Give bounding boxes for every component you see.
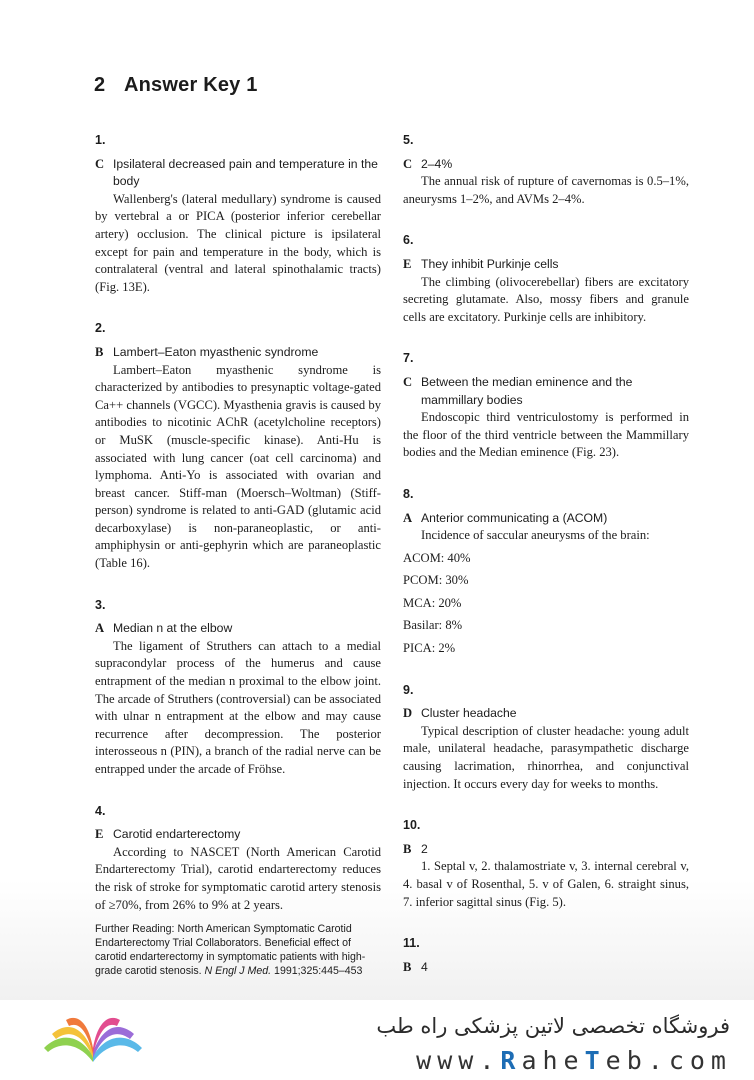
explanation: Typical description of cluster headache: young adult male, unilateral headache, parasympathetic discharge causing lacrimation, rhinorrhea, and conjunctival injection. It occurs every day for weeks to months. — [403, 723, 689, 791]
explanation: Lambert–Eaton myasthenic syndrome is characterized by antibodies to presynaptic voltage-gated Ca++ channels (VGCC). Myasthenia gravis is caused by antibodies to nicotinic AChR (acetylcholine receptors) or MuSK (muscle-specific kinase). Anti-Hu is associated with lung cancer (oat cell carcinoma) and lymphoma. Anti-Yo is associated with ovarian and breast cancer. Stiff-man (Moersch–Woltman) (Stiff-person) syndrome is related to anti-GAD (glutamic acid decarboxylase) is non-paraneoplastic, or anti-amphiphysin or anti-gephyrin which are paraneoplastic (Table 16). — [95, 362, 381, 571]
answer-line — [95, 620, 381, 638]
answer-line — [403, 959, 689, 977]
chapter-number: 2 — [94, 74, 106, 96]
question-number: 1. — [95, 133, 106, 147]
right-column — [403, 132, 689, 1000]
question-number: 4. — [95, 803, 106, 818]
answer-text: Carotid endarterectomy — [113, 827, 241, 842]
answer-line — [403, 841, 689, 859]
book-logo-icon — [38, 1012, 148, 1072]
answer-letter: E — [95, 827, 104, 842]
answer-text: 2 — [421, 841, 428, 856]
incidence-stat: PCOM: 30% — [403, 573, 469, 588]
question-8 — [403, 486, 689, 658]
question-6 — [403, 232, 689, 326]
answer-letter: B — [403, 841, 412, 856]
question-number: 10. — [403, 818, 421, 833]
answer-text: 4 — [421, 959, 428, 974]
answer-text: Anterior communicating a (ACOM) — [421, 510, 608, 525]
explanation: The ligament of Struthers can attach to a medial supracondylar process of the humerus and cause entrapment of the median n proximal to the elbow joint. The arcade of Struthers (controversial) can be associated with ulnar n entrapment at the elbow and may cause recurrence after decompression. The posterior interosseous n (PIN), a branch of the radial nerve can be entrapped under the arcade of Fröhse. — [95, 638, 381, 776]
question-number: 5. — [403, 133, 414, 147]
incidence-stat: ACOM: 40% — [403, 550, 471, 565]
explanation: Wallenberg's (lateral medullary) syndrome is caused by vertebral a or PICA (posterior inferior cerebellar artery) occlusion. The clinical picture is ipsilateral except for pain and temperature in the body, which is contralateral (ventral and lateral spinothalamic tracts) (Fig. 13E). — [95, 191, 381, 294]
answer-line — [403, 705, 689, 723]
answer-text: Ipsilateral decreased pain and temperature in the body — [113, 156, 378, 189]
answer-line — [403, 156, 689, 174]
answer-letter: A — [403, 510, 413, 525]
question-9 — [403, 682, 689, 794]
question-number: 11. — [403, 936, 420, 951]
answer-line — [403, 374, 689, 409]
answer-text: 2–4% — [421, 156, 453, 171]
answer-letter: E — [403, 256, 412, 271]
question-number: 6. — [403, 233, 414, 248]
answer-line — [95, 344, 381, 362]
question-3 — [95, 597, 381, 779]
incidence-stat: PICA: 2% — [403, 641, 456, 656]
answer-letter: C — [403, 156, 413, 171]
question-5 — [403, 132, 689, 208]
answer-text: Between the median eminence and the mammillary bodies — [421, 374, 633, 407]
answer-letter: A — [95, 621, 105, 636]
answer-letter: D — [403, 706, 413, 721]
question-number: 8. — [403, 486, 414, 501]
store-name: فروشگاه تخصصی لاتین پزشکی راه طب — [376, 1014, 730, 1038]
question-11 — [403, 935, 689, 976]
question-7 — [403, 350, 689, 462]
left-column — [95, 132, 381, 1002]
incidence-stat: MCA: 20% — [403, 595, 462, 610]
watermark-footer — [0, 1000, 754, 1080]
explanation: According to NASCET (North American Carotid Endarterectomy Trial), carotid endarterectomy reduces the risk of stroke for symptomatic carotid artery stenosis of ≥70%, from 26% to 9% at 2 years. — [95, 844, 381, 912]
explanation: 1. Septal v, 2. thalamostriate v, 3. internal cerebral v, 4. basal v of Rosenthal, 5. v of Galen, 6. straight sinus, 7. inferior sagittal sinus (Fig. 5). — [403, 859, 689, 909]
question-number: 7. — [403, 351, 414, 366]
chapter-title: Answer Key 1 — [124, 74, 258, 96]
answer-letter: B — [403, 959, 412, 974]
further-reading — [95, 922, 381, 978]
citation: 1991;325:445–453 — [274, 965, 363, 978]
question-number: 9. — [403, 682, 414, 697]
answer-letter: C — [403, 374, 413, 389]
answer-line — [95, 156, 381, 191]
answer-letter: C — [95, 156, 105, 171]
explanation: The annual risk of rupture of cavernomas is 0.5–1%, aneurysms 1–2%, and AVMs 2–4%. — [403, 174, 689, 206]
explanation: Incidence of saccular aneurysms of the brain: — [421, 528, 650, 543]
answer-text: Median n at the elbow — [113, 621, 233, 636]
reference-text: Further Reading: North American Symptomatic Carotid Endarterectomy Trial Collaborators. Beneficial effect of carotid endarterectomy in symptomatic patients with high-grade carotid stenosis. — [95, 923, 366, 978]
answer-text: They inhibit Purkinje cells — [421, 256, 559, 271]
incidence-stat: Basilar: 8% — [403, 618, 463, 633]
store-url: www.RaheTeb.com — [416, 1046, 732, 1075]
question-2 — [95, 320, 381, 572]
question-number: 2. — [95, 321, 106, 336]
answer-line — [403, 256, 689, 274]
answer-text: Lambert–Eaton myasthenic syndrome — [113, 344, 319, 359]
question-10 — [403, 817, 689, 911]
chapter-heading — [94, 74, 258, 97]
question-1 — [95, 132, 381, 296]
answer-letter: B — [95, 344, 104, 359]
answer-text: Cluster headache — [421, 706, 517, 721]
question-number: 3. — [95, 597, 106, 612]
explanation: The climbing (olivocerebellar) fibers are excitatory secreting glutamate. Also, mossy fibers and granule cells are excitatory. Purkinje cells are inhibitory. — [403, 274, 689, 324]
answer-line — [95, 826, 381, 844]
journal-name: N Engl J Med. — [204, 965, 272, 978]
question-4 — [95, 803, 381, 979]
explanation: Endoscopic third ventriculostomy is performed in the floor of the third ventricle between the Mammillary bodies and the Median eminence (Fig. 23). — [403, 410, 689, 460]
answer-line — [403, 510, 689, 528]
